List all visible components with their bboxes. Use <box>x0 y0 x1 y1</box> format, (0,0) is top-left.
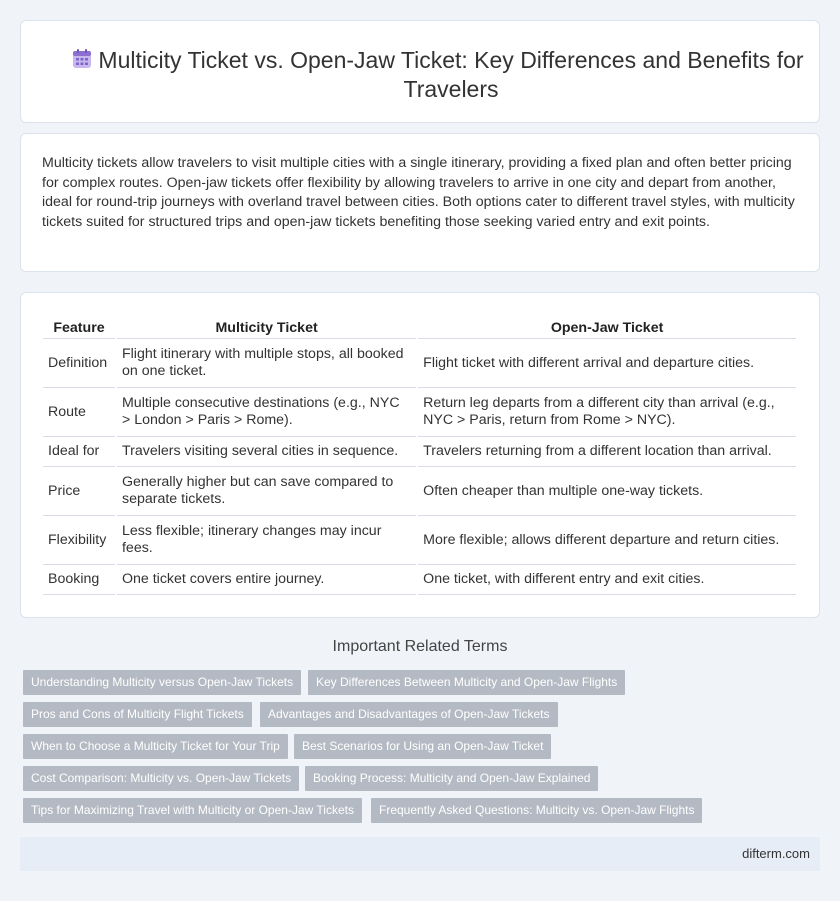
related-term-link[interactable]: When to Choose a Multicity Ticket for Your Trip <box>23 734 288 759</box>
table-row <box>43 467 796 516</box>
related-term-link[interactable]: Best Scenarios for Using an Open-Jaw Ticket <box>294 734 551 759</box>
row-feature: Price <box>43 467 115 516</box>
row-feature: Ideal for <box>43 437 115 467</box>
related-terms-title: Important Related Terms <box>332 638 508 655</box>
related-term-link[interactable]: Pros and Cons of Multicity Flight Tickets <box>23 702 252 727</box>
table-row <box>43 388 796 437</box>
table-header-row <box>43 311 796 339</box>
row-open-jaw: Return leg departs from a different city than arrival (e.g., NYC > Paris, return from Rome > NYC). <box>418 388 796 437</box>
row-open-jaw: Flight ticket with different arrival and departure cities. <box>418 339 796 388</box>
row-multicity: Flight itinerary with multiple stops, all booked on one ticket. <box>117 339 416 388</box>
page-title: Multicity Ticket vs. Open-Jaw Ticket: Key Differences and Benefits for Travelers <box>98 47 804 102</box>
row-multicity: Multiple consecutive destinations (e.g., NYC > London > Paris > Rome). <box>117 388 416 437</box>
related-term-link[interactable]: Advantages and Disadvantages of Open-Jaw Tickets <box>260 702 558 727</box>
row-feature: Booking <box>43 565 115 595</box>
row-multicity: Generally higher but can save compared to separate tickets. <box>117 467 416 516</box>
footer-bar <box>20 837 820 871</box>
row-open-jaw: Travelers returning from a different location than arrival. <box>418 437 796 467</box>
row-open-jaw: Often cheaper than multiple one-way tickets. <box>418 467 796 516</box>
intro-paragraph: Multicity tickets allow travelers to visit multiple cities with a single itinerary, providing a fixed plan and often better pricing for complex routes. Open-jaw tickets offer flexibility by allowing travelers to arrive in one city and depart from another, ideal for round-trip journeys with overland travel between cities. Both options cater to different travel styles, with multicity tickets suited for structured trips and open-jaw tickets benefiting those seeking varied entry and exit points. <box>42 155 795 230</box>
header-card <box>20 20 820 123</box>
row-feature: Definition <box>43 339 115 388</box>
related-term-link[interactable]: Booking Process: Multicity and Open-Jaw Explained <box>305 766 598 791</box>
row-open-jaw: One ticket, with different entry and exit cities. <box>418 565 796 595</box>
row-feature: Flexibility <box>43 516 115 565</box>
intro-card <box>20 133 820 272</box>
related-term-link[interactable]: Tips for Maximizing Travel with Multicity or Open-Jaw Tickets <box>23 798 362 823</box>
header-multicity: Multicity Ticket <box>117 311 416 339</box>
calendar-icon <box>71 48 93 70</box>
row-multicity: Less flexible; itinerary changes may incur fees. <box>117 516 416 565</box>
table-row <box>43 437 796 467</box>
table-row <box>43 565 796 595</box>
row-multicity: One ticket covers entire journey. <box>117 565 416 595</box>
related-term-link[interactable]: Cost Comparison: Multicity vs. Open-Jaw Tickets <box>23 766 299 791</box>
table-row <box>43 339 796 388</box>
footer-site-name[interactable]: difterm.com <box>742 846 810 861</box>
table-row <box>43 516 796 565</box>
row-multicity: Travelers visiting several cities in sequence. <box>117 437 416 467</box>
header-open-jaw: Open-Jaw Ticket <box>418 311 796 339</box>
row-open-jaw: More flexible; allows different departure and return cities. <box>418 516 796 565</box>
comparison-table-card <box>20 292 820 618</box>
header-feature: Feature <box>43 311 115 339</box>
related-term-link[interactable]: Key Differences Between Multicity and Open-Jaw Flights <box>308 670 625 695</box>
related-term-link[interactable]: Understanding Multicity versus Open-Jaw Tickets <box>23 670 301 695</box>
row-feature: Route <box>43 388 115 437</box>
related-term-link[interactable]: Frequently Asked Questions: Multicity vs. Open-Jaw Flights <box>371 798 702 823</box>
comparison-table <box>41 311 798 595</box>
